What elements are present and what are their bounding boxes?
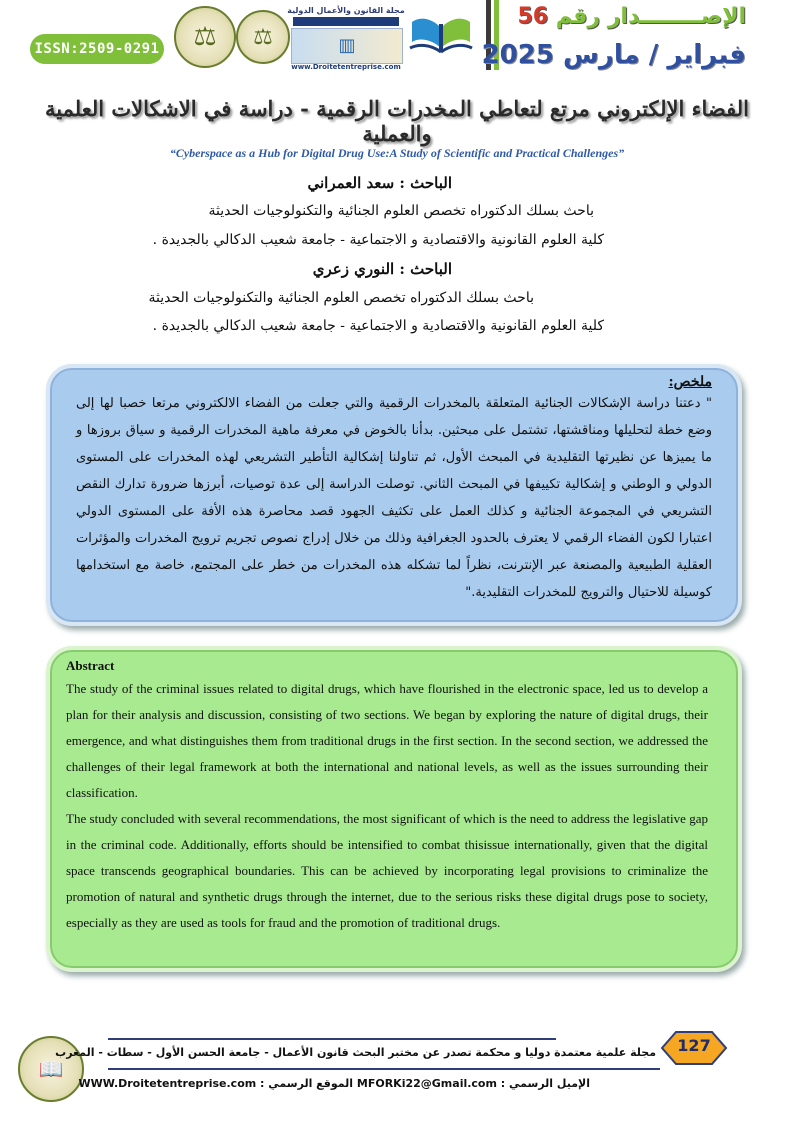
journal-logo-url: www.Droitetentreprise.com	[291, 63, 401, 71]
footer-rule-top	[108, 1038, 556, 1040]
article-title-english: “Cyberspace as a Hub for Digital Drug Use:A Study of Scientific and Practical Challenges”	[169, 146, 625, 160]
footer-contact-line: الإميل الرسمي : MFORKi22@Gmail.com الموقع الرسمي : WWW.Droitetentreprise.com	[78, 1077, 590, 1090]
english-abstract-paragraph-1: The study of the criminal issues related to digital drugs, which have flourished in the electronic space, led us to develop a plan for their analysis and discussion, consisting of two sections. We began by exploring the nature of digital drugs, their emergence, and what distinguishes them from traditional drugs in the first section. In the second section, we addressed the challenges of their legal framework at both the international and national levels, as well as the issues surrounding their classification.	[66, 681, 708, 800]
author-2-affiliation-1: باحث بسلك الدكتوراه تخصص العلوم الجنائية والتكنولوجيات الحديثة	[148, 290, 534, 306]
arabic-abstract-text: " دعتنا دراسة الإشكالات الجنائية المتعلقة بالمخدرات الرقمية والتي جعلت من الفضاء الالكتروني مرتعا خصبا لها إلى وضع خطة لتحليلها ومناقشتها، تشتمل على مبحثين. بدأنا بالخوض في معرفة ماهية المخدرات الرقمية و سياق بروزها و ما يميزها عن نظيرتها التقليدية في المبحث الأول، ثم تناولنا إشكالية التأطير التشريعي لهذه المخدرات على المستوى الدولي و الوطني و إشكالية تكييفها في المبحث الثاني. توصلت الدراسة إلى عدة توصيات، أبرزها ضرورة تدارك النقص التشريعي في المجموعة الجنائية و كذلك العمل على تكثيف الجهود قصد محاصرة هذه الأفة على المستوى الدولي اعتبارا لكون الفضاء الرقمي لا يعترف بالحدود الجغرافية وذلك من خلال إدراج نصوص تجريم ترويج المخدرات والمؤثرات العقلية الطبيعية والمصنعة عبر الإنترنت، نظراً لما تشكله هذه المخدرات من خطر على المجتمع، خاصة مع استخدامها كوسيلة للاحتيال والترويج للمخدرات التقليدية."	[76, 396, 712, 600]
issue-date: فبراير / مارس 2025	[481, 40, 746, 70]
issue-label: الإصــــــــدار رقم	[555, 4, 746, 29]
journal-logo-bar	[293, 17, 399, 26]
issue-value: 56	[517, 4, 549, 29]
journal-banner-logo	[285, 6, 407, 70]
author-1-affiliation-1: باحث بسلك الدكتوراه تخصص العلوم الجنائية والتكنولوجيات الحديثة	[208, 203, 594, 219]
author-1-name: الباحث : سعد العمراني	[307, 174, 452, 192]
author-2-name: الباحث : النوري زعري	[312, 260, 452, 278]
article-title-arabic: الفضاء الإلكتروني مرتع لتعاطي المخدرات الرقمية - دراسة في الاشكالات العلمية والعملية	[45, 96, 749, 146]
english-abstract-paragraph-2: The study concluded with several recommendations, the most significant of which is the need to address the legislative gap in the criminal code. Additionally, efforts should be intensified to combat thisissue internationally, given that the digital space transcends geographical boundaries. This can be achieved by incorporating legal provisions to criminalize the promotion of natural and synthetic drugs through the internet, due to the serious risks these digital drugs pose to society, especially as they are used as tools for fraud and the promotion of traditional drugs.	[66, 811, 708, 930]
issn-badge: ISSN:2509-0291	[30, 34, 164, 64]
laboratory-logo	[174, 6, 236, 68]
open-book-icon	[408, 8, 474, 64]
english-abstract-box	[46, 646, 742, 972]
scales-of-justice-icon: ⚖	[193, 22, 217, 52]
page-number: 127	[677, 1036, 711, 1055]
author-2-affiliation-2: كلية العلوم القانونية والاقتصادية و الاجتماعية - جامعة شعيب الدكالي بالجديدة .	[152, 318, 604, 334]
journal-seal-logo	[236, 10, 290, 64]
journal-logo-title: مجلة القانون والأعمال الدولية	[287, 6, 405, 15]
issue-number	[517, 4, 746, 29]
footer-rule-bottom	[108, 1068, 660, 1070]
english-abstract-label: Abstract	[66, 658, 115, 673]
open-book-icon: 📖	[38, 1057, 64, 1081]
university-building-icon: ▥	[291, 28, 403, 64]
author-1-affiliation-2: كلية العلوم القانونية والاقتصادية و الاجتماعية - جامعة شعيب الدكالي بالجديدة .	[152, 232, 604, 248]
footer-journal-description: مجلة علمية معتمدة دوليا و محكمة تصدر عن مختبر البحث قانون الأعمال - جامعة الحسن الأول - سطات - المغرب	[55, 1046, 656, 1059]
scales-of-justice-icon: ⚖	[253, 24, 273, 50]
arabic-abstract-box	[46, 364, 742, 626]
arabic-abstract-label: ملخص:	[668, 374, 712, 390]
